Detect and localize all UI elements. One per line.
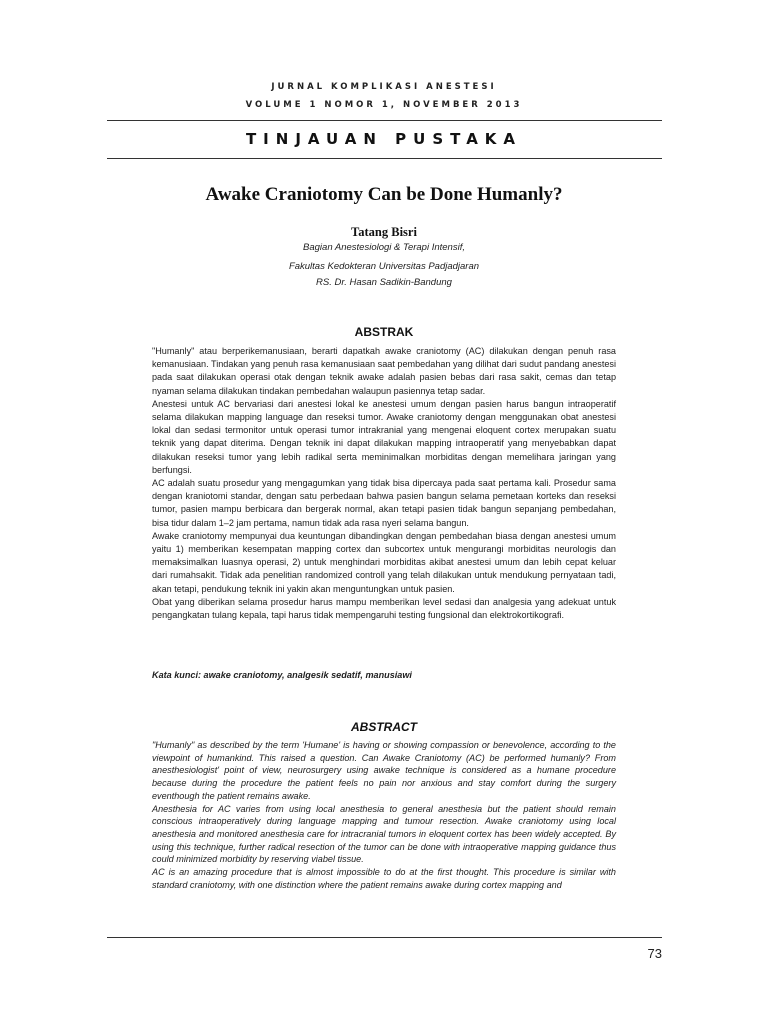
abstract-heading: ABSTRACT [351, 720, 417, 734]
affiliation-line: Bagian Anestesiologi & Terapi Intensif, [303, 242, 465, 253]
abstrak-paragraph: Obat yang diberikan selama prosedur harus mampu memberikan level sedasi dan analgesia yang adekuat untuk pengangkatan tulang kepala, tapi harus tidak mempengaruhi testing fungsional dan elektrokortikografi. [152, 596, 616, 621]
section-rule [107, 158, 662, 159]
keywords: Kata kunci: awake craniotomy, analgesik sedatif, manusiawi [152, 670, 412, 680]
abstrak-paragraph: AC adalah suatu prosedur yang mengagumkan yang tidak bisa dipercaya pada saat pertama kali. Prosedur sama dengan kraniotomi standar, dengan satu perbedaan bahwa pasien bangun selama pemetaan korteks dan reseksi tumor, pasien mampu berbicara dan bergerak normal, akan tetapi pasien tidak bangun sepanjang pembedahan, bisa tidur dalam 1–2 jam pertama, namun tidak ada rasa nyeri selama bangun. [152, 478, 616, 528]
abstrak-body [152, 345, 616, 622]
affiliation-line: Fakultas Kedokteran Universitas Padjadjaran [288, 261, 480, 272]
abstract-body [152, 739, 616, 891]
author-name: Tatang Bisri [351, 225, 417, 239]
abstrak-heading: ABSTRAK [354, 325, 414, 339]
abstract-paragraph: Anesthesia for AC varies from using local anesthesia to general anesthesia but the patient should remain conscious intraoperatively during language mapping and tumour resection. Awake craniotomy using local anesthesia and monitored anesthesia care for intracranial tumors in eloquent cortex has been widely accepted. By using this technique, further radical resection of the tumor can be done with intraoperative mapping guidance thus could minimized morbidity by reserving viabel tissue. [152, 803, 616, 865]
journal-volume: VOLUME 1 NOMOR 1, NOVEMBER 2013 [245, 100, 523, 110]
abstract-paragraph: AC is an amazing procedure that is almost impossible to do at the first thought. This procedure is similar with standard craniotomy, with one distinction where the patient remains awake during cortex mapping and [152, 867, 616, 890]
abstrak-paragraph: "Humanly" atau berperikemanusiaan, berarti dapatkah awake craniotomy (AC) dilakukan dengan penuh rasa kemanusiaan. Tindakan yang penuh rasa kemanusiaan saat pembedahan yang dilihat dari sudut pandang anestesi pada saat dilakukan operasi otak dengan teknik awake adalah pasien bebas dari rasa sakit, cemas dan tetap nyaman selama dilakukan tindakan pembedahan walaupun pasiennya tetap sadar. [152, 346, 616, 396]
article-title: Awake Craniotomy Can be Done Humanly? [205, 184, 563, 205]
page-number: 73 [647, 946, 662, 961]
journal-name: JURNAL KOMPLIKASI ANESTESI [271, 82, 497, 92]
abstract-paragraph: "Humanly" as described by the term 'Humane' is having or showing compassion or benevolence, according to the viewpoint of humankind. This raised a question. Can Awake Craniotomy (AC) be performed humanly? From anesthesiologist' point of view, neurosurgery using awake technique is considered as a humane procedure because during the procedure the patient feels no pain nor anxious and stay comfort during the surgery eventhough the patient remains awake. [152, 740, 616, 801]
abstrak-paragraph: Anestesi untuk AC bervariasi dari anestesi lokal ke anestesi umum dengan pasien harus bangun intraoperatif selama dilakukan mapping language dan reseksi tumor. Awake craniotomy dengan menggunakan obat anestesi lokal dan sedasi termonitor untuk operasi tumor intrakranial yang mengenai eloquent cortex merupakan suatu teknik yang dapat diterima. Dengan teknik ini dapat dilakukan mapping intraoperatif yang menyebabkan dapat dilakukan reseksi tumor yang lebih radikal serta meminimalkan morbiditas dengan memelihara jaringan yang berfungsi. [152, 398, 616, 475]
bottom-rule [107, 937, 662, 938]
top-rule [107, 120, 662, 121]
abstrak-paragraph: Awake craniotomy mempunyai dua keuntungan dibandingkan dengan pembedahan biasa dengan anestesi umum yaitu 1) memberikan kesempatan mapping cortex dan subcortex untuk mengurangi morbiditas neurologis dan memaksimalkan luasnya operasi, 2) untuk menghindari morbiditas akibat anestesi umum dan lebih cepat keluar dari rumahsakit. Tidak ada penelitian randomized controll yang telah dilakukan untuk mendukung pernyataan tadi, akan tetapi, pendukung teknik ini yakin akan menguntungkan untuk pasien. [152, 530, 616, 594]
affiliation-line: RS. Dr. Hasan Sadikin-Bandung [316, 277, 452, 288]
section-title: TINJAUAN PUSTAKA [245, 130, 523, 148]
